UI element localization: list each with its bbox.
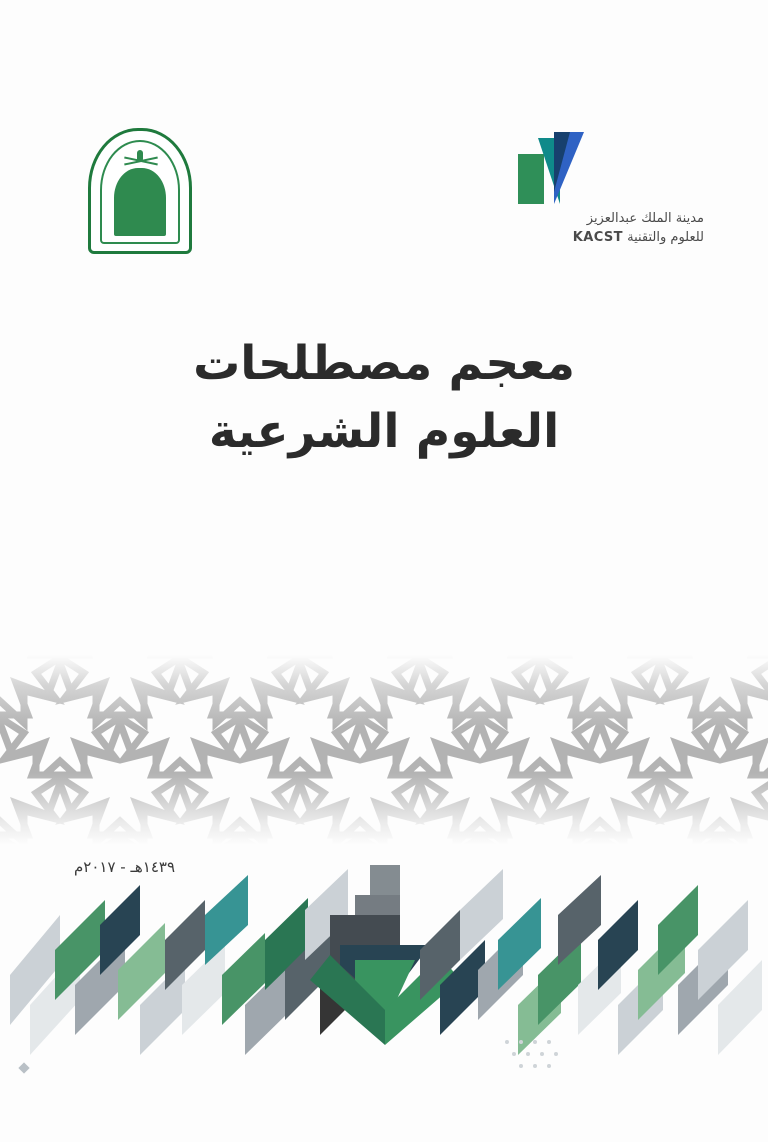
dot: [505, 1040, 509, 1044]
logo-row: [0, 118, 768, 268]
mihrab-arch-shape: [114, 168, 166, 236]
kacst-acronym: KACST: [572, 229, 623, 245]
kacst-wordmark-line2-text: للعلوم والتقنية: [627, 229, 704, 245]
islamic-geometric-star-band: [0, 655, 768, 845]
ministry-of-islamic-affairs-emblem-icon: [88, 128, 192, 254]
kacst-logo: [512, 132, 704, 262]
publication-date: ١٤٣٩هـ - ٢٠١٧م: [74, 858, 176, 876]
kacst-wordmark-line1: مدينة الملك عبدالعزيز: [586, 211, 704, 226]
kacst-wordmark: [512, 210, 704, 248]
kacst-wordmark-line2: [512, 229, 704, 248]
dot: [540, 1052, 544, 1056]
dot: [547, 1040, 551, 1044]
palm-icon: [137, 150, 143, 162]
dot: [533, 1064, 537, 1068]
page-title-line2: العلوم الشرعية: [208, 404, 560, 460]
dot: [519, 1064, 523, 1068]
decorative-dots: [505, 1040, 575, 1080]
abstract-chevron-graphic: [0, 855, 768, 1105]
dot: [526, 1052, 530, 1056]
kacst-navy-wedge: [554, 132, 570, 192]
dot: [533, 1040, 537, 1044]
dot: [512, 1052, 516, 1056]
kacst-checkmark-icon: [518, 132, 614, 204]
page-title: [0, 330, 768, 466]
dot: [547, 1064, 551, 1068]
dot: [554, 1052, 558, 1056]
page-title-line1: معجم مصطلحات: [193, 336, 575, 391]
dot: [519, 1040, 523, 1044]
